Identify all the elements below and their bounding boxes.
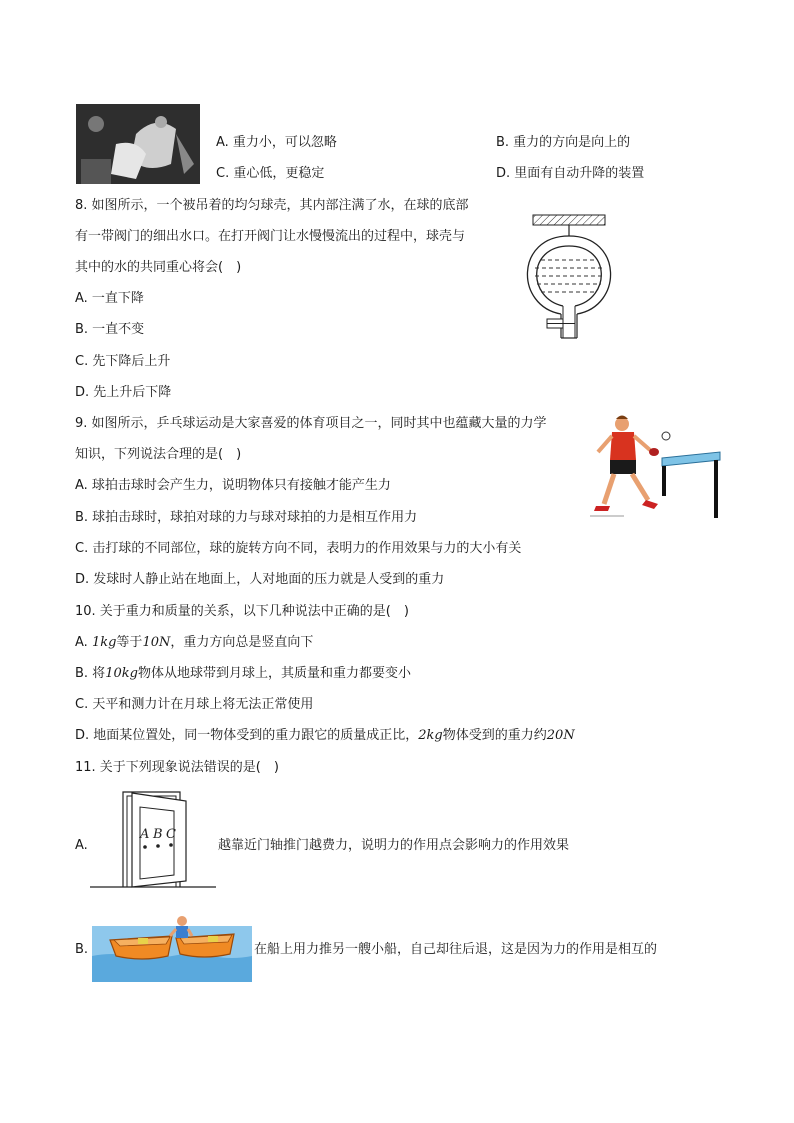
q10-d-prefix: D. 地面某位置处，同一物体受到的重力跟它的质量成正比， (75, 728, 419, 743)
door-letter-b: B (153, 827, 163, 842)
q8-stem-line3: 其中的水的共同重心将会( ) (75, 260, 242, 275)
q10-a-force: 10N (142, 635, 171, 650)
q10-a-suffix: ，重力方向总是竖直向下 (170, 635, 314, 650)
q7-option-a: A. 重力小，可以忽略 (216, 135, 337, 150)
q11-option-b-label: B. (75, 942, 89, 957)
q10-option-a (75, 633, 313, 653)
door-letter-a: A (140, 827, 150, 842)
q7-option-b: B. 重力的方向是向上的 (496, 135, 631, 150)
q9-stem-line2: 知识，下列说法合理的是( ) (75, 447, 242, 462)
table-tennis-illustration (588, 412, 722, 522)
q10-d-force: 20N (546, 728, 575, 743)
q9-option-a: A. 球拍击球时会产生力，说明物体只有接触才能产生力 (75, 478, 391, 493)
q10-stem: 10. 关于重力和质量的关系，以下几种说法中正确的是( ) (75, 604, 409, 619)
q10-a-mid: 等于 (116, 635, 143, 650)
q9-option-d: D. 发球时人静止站在地面上，人对地面的压力就是人受到的重力 (75, 572, 445, 587)
dancer-photo (76, 104, 200, 184)
q10-option-c: C. 天平和测力计在月球上将无法正常使用 (75, 697, 314, 712)
door-letter-c: C (166, 827, 176, 842)
q7-option-c: C. 重心低，更稳定 (216, 166, 325, 181)
q11-option-a-text: 越靠近门轴推门越费力，说明力的作用点会影响力的作用效果 (218, 838, 570, 853)
q11-option-a-label: A. (75, 838, 88, 853)
door-diagram (90, 789, 218, 889)
q8-stem-line2: 有一带阀门的细出水口。在打开阀门让水慢慢流出的过程中，球壳与 (75, 229, 466, 244)
q8-option-a: A. 一直下降 (75, 291, 144, 306)
q9-stem-line1: 9. 如图所示，乒乓球运动是大家喜爱的体育项目之一，同时其中也蕴藏大量的力学 (75, 416, 547, 431)
q11-stem: 11. 关于下列现象说法错误的是( ) (75, 760, 279, 775)
q10-d-mass: 2kg (418, 728, 443, 743)
q10-a-prefix: A. (75, 635, 92, 650)
q10-b-suffix: 物体从地球带到月球上，其质量和重力都要变小 (137, 666, 411, 681)
q9-option-b: B. 球拍击球时，球拍对球的力与球对球拍的力是相互作用力 (75, 510, 418, 525)
q8-stem-line1: 8. 如图所示，一个被吊着的均匀球壳，其内部注满了水，在球的底部 (75, 198, 469, 213)
q10-option-d (75, 726, 575, 746)
q10-b-prefix: B. 将 (75, 666, 106, 681)
q10-a-mass: 1kg (91, 635, 117, 650)
boats-illustration (92, 912, 252, 982)
q10-b-mass: 10kg (105, 666, 138, 681)
q8-option-c: C. 先下降后上升 (75, 354, 171, 369)
q10-option-b (75, 664, 411, 684)
q9-option-c: C. 击打球的不同部位，球的旋转方向不同，表明力的作用效果与力的大小有关 (75, 541, 522, 556)
q8-option-b: B. 一直不变 (75, 322, 145, 337)
q8-option-d: D. 先上升后下降 (75, 385, 172, 400)
hanging-shell-diagram (505, 210, 615, 345)
q7-option-d: D. 里面有自动升降的装置 (496, 166, 645, 181)
q10-d-mid: 物体受到的重力约 (442, 728, 547, 743)
q11-option-b-text: 在船上用力推另一艘小船，自己却往后退，这是因为力的作用是相互的 (254, 942, 658, 957)
